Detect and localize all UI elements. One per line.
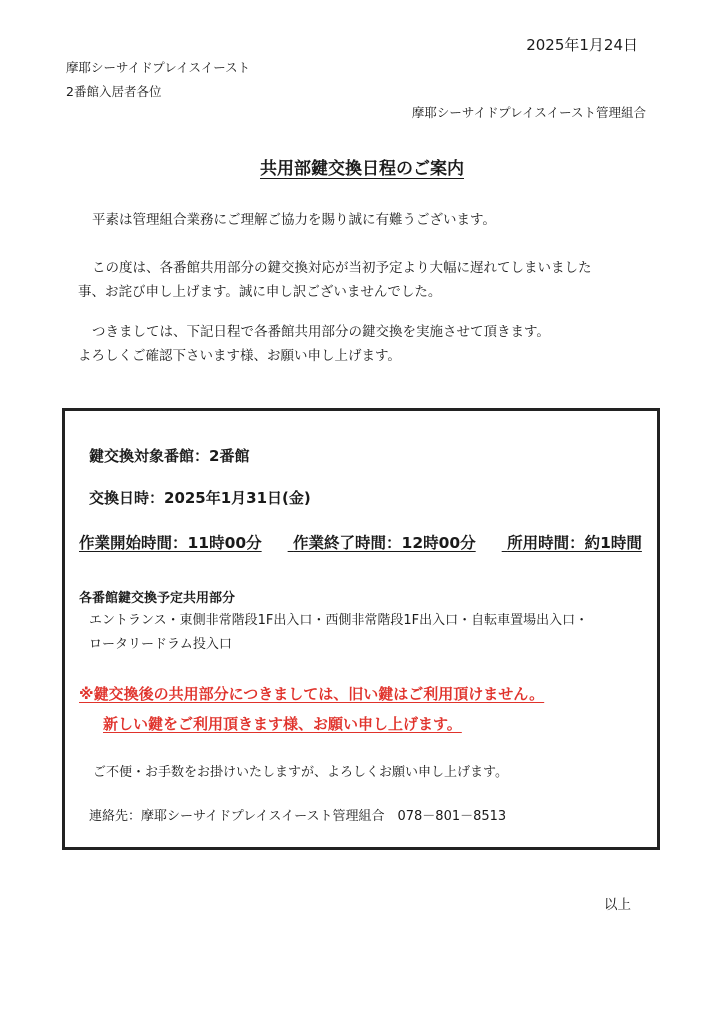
paragraph-line: 平素は管理組合業務にご理解ご協力を賜り誠に有難うございます。: [92, 212, 496, 228]
swap-date: 交換日時：2025年1月31日(金): [89, 489, 311, 507]
closing-mark: 以上: [604, 897, 631, 913]
paragraph-line: つきましては、下記日程で各番館共用部分の鍵交換を実施させて頂きます。: [92, 324, 550, 340]
end-time: 作業終了時間：12時00分: [293, 534, 476, 552]
parts-list-line-2: ロータリードラム投入口: [89, 637, 232, 652]
paragraph-apology: [78, 256, 592, 304]
paragraph-greeting: [78, 208, 496, 232]
recipient-line-2: 2番館入居者各位: [66, 84, 162, 99]
apology-line: ご不便・お手数をお掛けいたしますが、よろしくお願い申し上げます。: [93, 765, 508, 780]
start-time: 作業開始時間：11時00分: [79, 534, 262, 552]
paragraph-line: よろしくご確認下さいます様、お願い申し上げます。: [78, 348, 401, 364]
recipient-line-1: 摩耶シーサイドプレイスイースト: [66, 60, 251, 75]
work-times: [79, 531, 642, 553]
issue-date: 2025年1月24日: [526, 36, 638, 54]
warning-line-2: 新しい鍵をご利用頂きます様、お願い申し上げます。: [103, 715, 462, 733]
paragraph-line: この度は、各番館共用部分の鍵交換対応が当初予定より大幅に遅れてしまいました: [92, 260, 592, 276]
contact-info: 連絡先：摩耶シーサイドプレイスイースト管理組合 078－801－8513: [89, 809, 507, 824]
sender: 摩耶シーサイドプレイスイースト管理組合: [411, 105, 646, 120]
paragraph-line: 事、お詫び申し上げます。誠に申し訳ございませんでした。: [78, 284, 442, 300]
paragraph-schedule-intro: [78, 320, 550, 368]
parts-list-line-1: エントランス・東側非常階段1F出入口・西側非常階段1F出入口・自転車置場出入口・: [89, 613, 589, 628]
notice-box: [62, 408, 660, 850]
target-building: 鍵交換対象番館：2番館: [89, 447, 250, 465]
page-title: 共用部鍵交換日程のご案内: [260, 159, 464, 179]
warning-line-1: ※鍵交換後の共用部分につきましては、旧い鍵はご利用頂けません。: [79, 685, 545, 703]
parts-heading: 各番館鍵交換予定共用部分: [79, 591, 236, 606]
duration: 所用時間：約1時間: [507, 534, 642, 552]
